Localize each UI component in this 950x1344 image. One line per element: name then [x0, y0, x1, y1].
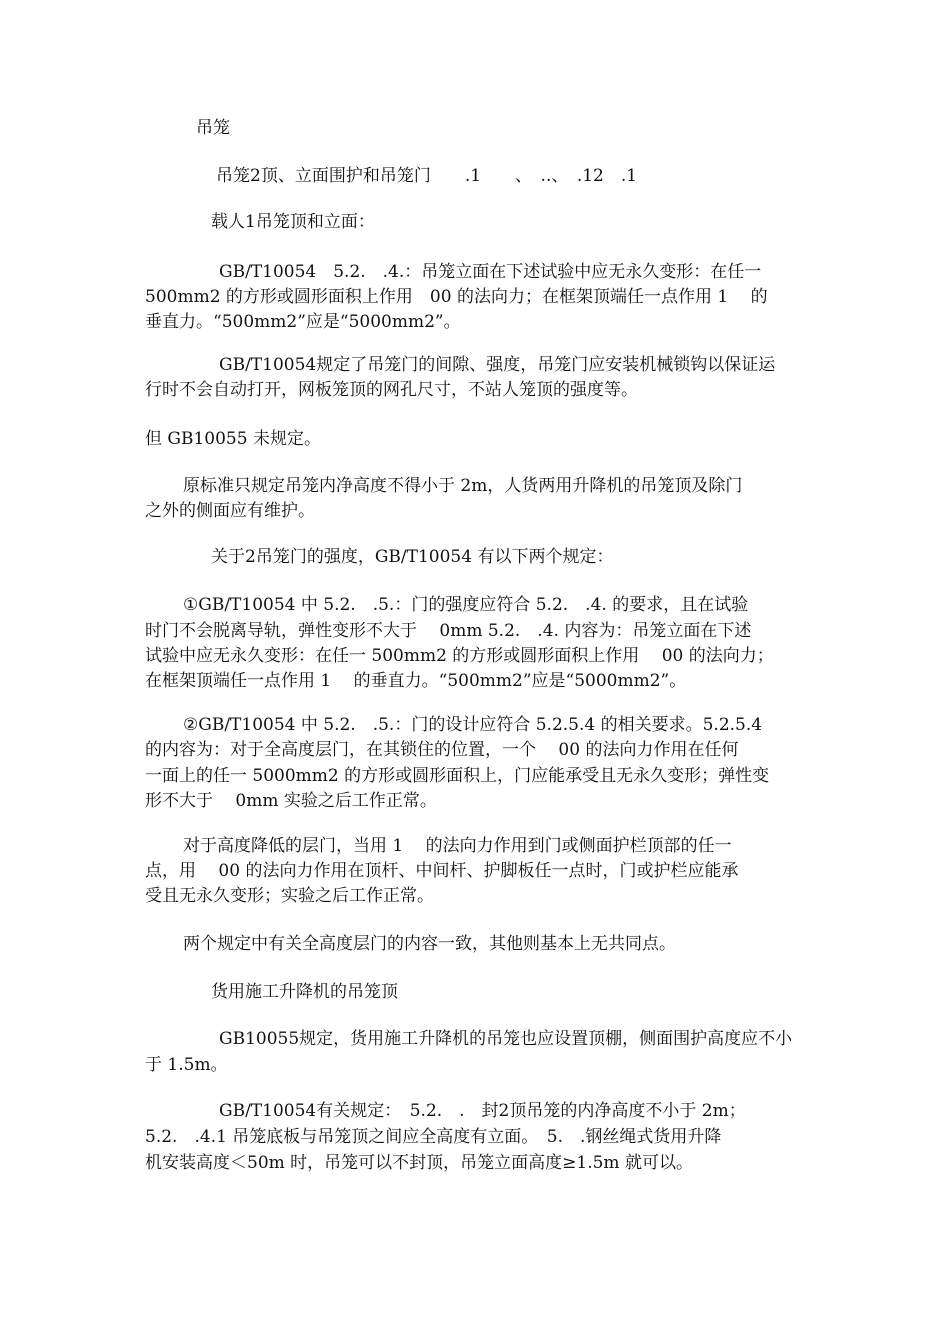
paragraph-line: ①GB/T10054 中 5.2. .5.：门的强度应符合 5.2. .4. 的要求，且在试验	[183, 595, 749, 615]
section-heading-cage-roof-doors: 吊笼2顶、立面围护和吊笼门 .1 、 ..、 .12 .1	[216, 166, 638, 186]
paragraph-line: 点，用 00 的法向力作用在顶杆、中间杆、护脚板任一点时，门或护栏应能承	[145, 861, 739, 881]
paragraph-line: GB/T10054规定了吊笼门的间隙、强度，吊笼门应安装机械锁钩以保证运	[219, 355, 776, 375]
paragraph-line: 受且无永久变形；实验之后工作正常。	[145, 886, 434, 906]
paragraph-line: 5.2. .4.1 吊笼底板与吊笼顶之间应全高度有立面。 5. .钢丝绳式货用升降	[145, 1127, 722, 1147]
paragraph-line: 原标准只规定吊笼内净高度不得小于 2m，人货两用升降机的吊笼顶及除门	[183, 476, 743, 496]
section-heading-door-strength: 关于2吊笼门的强度，GB/T10054 有以下两个规定：	[211, 547, 614, 567]
paragraph-line: 机安装高度＜50m 时，吊笼可以不封顶，吊笼立面高度≥1.5m 就可以。	[145, 1153, 693, 1173]
section-heading-goods-cage-roof: 货用施工升降机的吊笼顶	[211, 982, 398, 1002]
paragraph-line: 之外的侧面应有维护。	[145, 501, 315, 521]
paragraph-line: GB/T10054 5.2. .4.：吊笼立面在下述试验中应无永久变形：在任一	[219, 262, 762, 282]
paragraph-line: 于 1.5m。	[145, 1055, 228, 1075]
paragraph-line: 的内容为：对于全高度层门，在其锁住的位置，一个 00 的法向力作用在任何	[145, 740, 739, 760]
paragraph-line: 垂直力。“500mm2”应是“5000mm2”。	[145, 312, 461, 332]
paragraph-line: 时门不会脱离导轨，弹性变形不大于 0mm 5.2. .4. 内容为：吊笼立面在下述	[145, 621, 752, 641]
paragraph-line: 500mm2 的方形或圆形面积上作用 00 的法向力；在框架顶端任一点作用 1 的	[145, 287, 768, 307]
paragraph-line: GB/T10054有关规定： 5.2. . 封2顶吊笼的内净高度不小于 2m；	[219, 1101, 746, 1121]
section-heading-cage: 吊笼	[196, 118, 230, 138]
paragraph-line: 对于高度降低的层门，当用 1 的法向力作用到门或侧面护栏顶部的任一	[183, 836, 732, 856]
paragraph-line: 一面上的任一 5000mm2 的方形或圆形面积上，门应能承受且无永久变形；弹性变	[145, 766, 770, 786]
paragraph-line: 但 GB10055 未规定。	[145, 429, 321, 449]
paragraph-line: 试验中应无永久变形：在任一 500mm2 的方形或圆形面积上作用 00 的法向力；	[145, 646, 774, 666]
paragraph-line: GB10055规定，货用施工升降机的吊笼也应设置顶棚，侧面围护高度应不小	[219, 1029, 793, 1049]
paragraph-line: 形不大于 0mm 实验之后工作正常。	[145, 791, 437, 811]
paragraph-line: 两个规定中有关全高度层门的内容一致，其他则基本上无共同点。	[183, 934, 676, 954]
section-heading-passenger-cage: 载人1吊笼顶和立面：	[211, 212, 375, 232]
paragraph-line: 行时不会自动打开，网板笼顶的网孔尺寸，不站人笼顶的强度等。	[145, 380, 638, 400]
paragraph-line: ②GB/T10054 中 5.2. .5.：门的设计应符合 5.2.5.4 的相关要求。5.2.5.4	[183, 715, 763, 735]
paragraph-line: 在框架顶端任一点作用 1 的垂直力。“500mm2”应是“5000mm2”。	[145, 671, 687, 691]
